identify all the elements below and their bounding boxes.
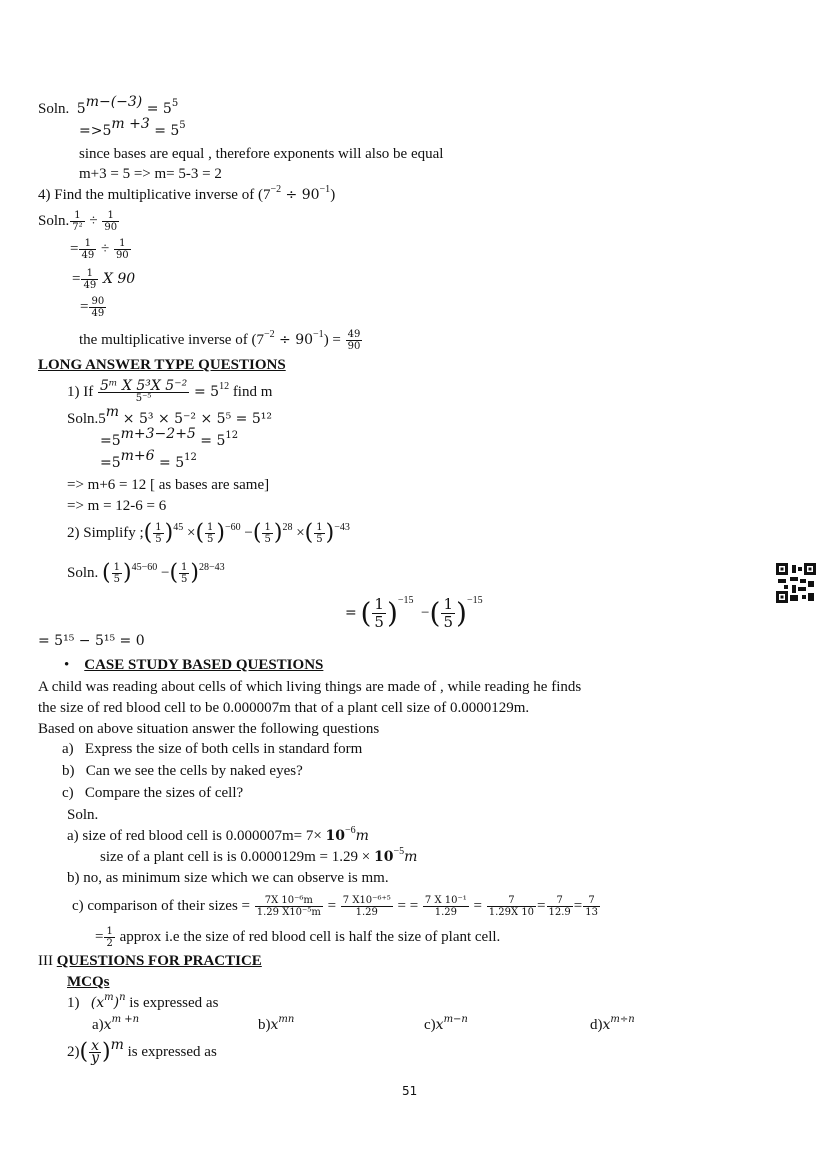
long-q1-sol-3: $=5^{m+6} = 5^{12}$ [100,448,197,471]
soln-label: Soln. [38,101,70,117]
case-question-b: b) Can we see the cells by naked eyes? [62,763,303,779]
q4-step-4: = $\frac{90}{49}$ [80,296,105,320]
case-para-1: A child was reading about cells of which living things are made of , while reading he finds [38,679,582,695]
mcq-1-option-c[interactable]: $c)x^{m-n}$ [424,1014,468,1033]
soln-note: since bases are equal , therefore exponents will also be equal [79,146,444,162]
case-question-c: c) Compare the sizes of cell? [62,785,244,801]
case-answer-b: b) no, as minimum size which we can observe is mm. [67,870,389,886]
mcq-heading: MCQs [67,974,110,990]
long-answer-heading: LONG ANSWER TYPE QUESTIONS [38,357,286,373]
q4-step-3: = $\frac{1}{49}$ X 90 [72,268,136,292]
mcq-1-option-d[interactable]: $d)x^{m\div n}$ [590,1014,635,1033]
case-answer-a1: a) size of red blood cell is $0.000007m= 7\times 10^{-6}m$ [67,825,369,844]
long-q2-soln: Soln. ( $\frac{1}{5}$ )$^{45-60}$ −( $\frac{1}{5}$ )$^{28-43}$ [67,560,225,586]
long-q2-step-2: = ( $\frac{1}{5}$ )$^{-15}$ −( $\frac{1}{5}$ )$^{-15}$ [345,595,483,632]
case-para-2: the size of red blood cell to be 0.000007m that of a plant cell size of 0.0000129m. [38,700,530,716]
practice-heading: III QUESTIONS FOR PRACTICE [38,953,262,969]
long-q2: 2) Simplify ;( $\frac{1}{5}$ )$^{45}$ ×( $\frac{1}{5}$ )$^{-60}$ −( $\frac{1}{5}$ )$^{28}$ ×( $\frac{1}{5}$ )$^{-43}$ [67,520,350,546]
qr-code-icon [776,563,816,603]
long-q2-final: = 5¹⁵ − 5¹⁵ = 0 [38,633,145,649]
q4-conclusion: the multiplicative inverse of $(7^{-2} \div 90^{-1})$ = $\frac{49}{90}$ [79,329,361,353]
long-q1-sol-4: => m+6 = 12 [ as bases are same] [67,477,270,493]
q4-step-1: Soln. $\frac{1}{\text{7²}}$ ÷ $\frac{1}{90}$ [38,210,118,234]
mcq-1: 1) $(x^m)^n$ is expressed as [67,992,219,1011]
mcq-2: 2)( $\frac{x}{y}$ )$^m$ is expressed as [67,1037,217,1067]
case-study-heading: • CASE STUDY BASED QUESTIONS [64,657,324,673]
soln-result: m+3 = 5 => m= 5-3 = 2 [79,166,222,182]
case-answer-c: c) comparison of their sizes = $\frac{\text{7X 10⁻⁶m}}{\text{1.29 X10⁻⁵m}}$ = $\frac{\text{7 X10⁻⁶⁺⁵}}{1.29}$ = = $\frac{\text{7 X 10⁻¹}}{1.29}$ = $\frac{7}{1.29X 10}$ = $\frac{7}{12.9}$ = $\frac{7}{13}$ [72,895,598,919]
long-q1: 1) If $\frac{\text{5ᵐ X 5³X 5⁻²}}{\text{5⁻⁵}}$ = $5^{12}$ find m [67,378,273,405]
soln-line-1: Soln. $5^{m-(-3)} = 5^5$ [38,94,179,117]
question-4: 4) Find the multiplicative inverse of $(7^{-2} \div 90^{-1})$ [38,184,336,203]
case-answer-c2: = $\frac{1}{2}$ approx i.e the size of red blood cell is half the size of plant cell. [95,926,501,950]
q4-step-2: = $\frac{1}{49}$ ÷ $\frac{1}{90}$ [70,238,129,262]
case-para-3: Based on above situation answer the following questions [38,721,380,737]
long-q1-sol-5: => m = 12-6 = 6 [67,498,167,514]
page-number: 51 [402,1084,418,1098]
mcq-1-option-b[interactable]: $b)x^{mn}$ [258,1014,295,1033]
long-q1-sol-1: Soln.5$^m$ × 5³ × 5⁻² × 5⁵ = 5¹² [67,404,272,427]
case-answer-a2: size of a plant cell is is $0.0000129m = 1.29 \times 10^{-5}m$ [100,846,418,865]
soln-line-2: $=>5^{m +3} = 5^5$ [79,116,186,139]
case-soln-label: Soln. [67,807,99,823]
long-q1-sol-2: $=5^{m+3-2+5} = 5^{12}$ [100,426,239,449]
case-question-a: a) Express the size of both cells in standard form [62,741,363,757]
mcq-1-option-a[interactable]: $a)x^{m +n}$ [92,1014,140,1033]
